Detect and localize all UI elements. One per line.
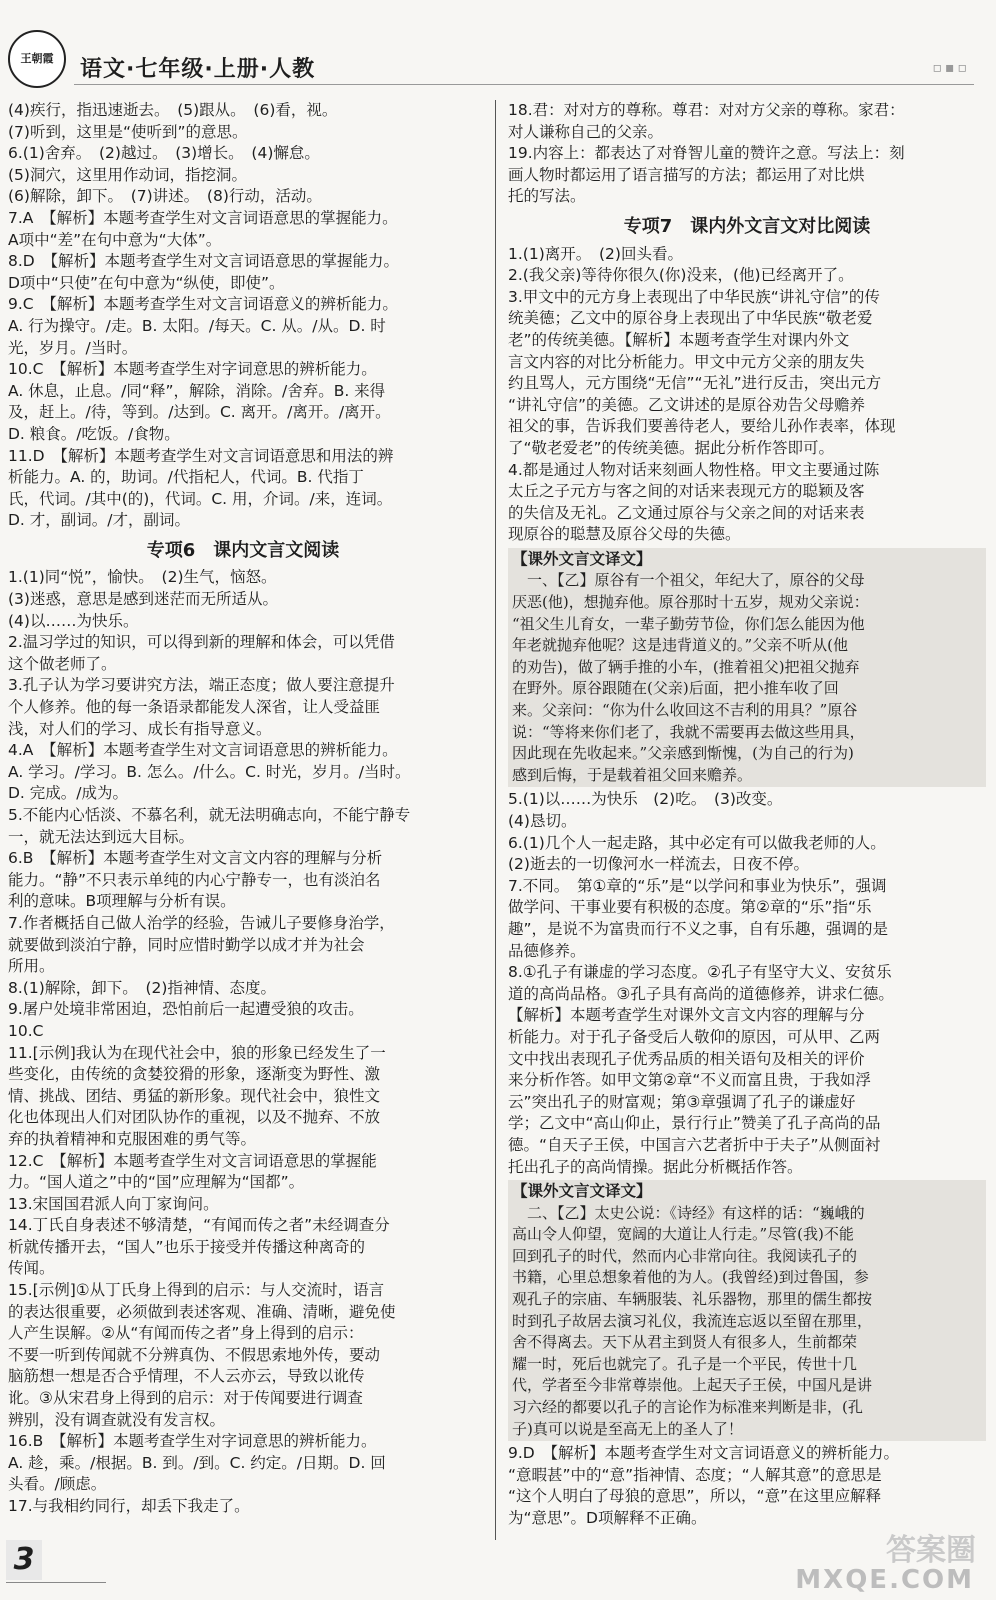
section-6-title: 专项6 课内文言文阅读 [146,539,340,561]
right-column [508,100,986,1530]
text-line: 一，就无法达到远大目标。 [8,827,195,846]
answers-block-top [8,100,478,532]
text-line: 化也体现出人们对团队协作的重视，以及不抛弃、不放 [8,1108,381,1127]
section-7-title: 专项7 课内外文言文对比阅读 [623,215,871,237]
footer-rule [6,1582,106,1583]
text-line: 10.C [8,1021,44,1040]
publisher-logo: 王朝霞 [8,30,66,88]
text-line: 德。“自天子王侯，中国言六艺者折中于夫子”从侧面衬 [508,1135,881,1154]
text-line: 5.(1)以……为快乐 (2)吃。 (3)改变。 [508,790,783,809]
text-line: 4.A 【解析】本题考查学生对文言词语意思的辨析能力。 [8,741,398,760]
text-line: 4.都是通过人物对话来刻画人物性格。甲文主要通过陈 [508,460,880,479]
text-line: 祖父的事，告诉我们要善待老人，要给儿孙作表率，体现 [508,417,896,436]
text-line: 8.①孔子有谦虚的学习态度。②孔子有坚守大义、安贫乐 [508,963,892,982]
translation-box-2-text [512,1203,982,1441]
text-line: 辨别，没有调查就没有发言权。 [8,1410,226,1429]
text-line: 舍不得离去。天下从君主到贤人有很多人，生前都荣 [512,1333,858,1352]
text-line: 3.孔子认为学习要讲究方法，端正态度；做人要注意提升 [8,676,395,695]
text-line: 力。“国人道之”中的“国”应理解为“国都”。 [8,1173,305,1192]
text-line: 说：“等将来你们老了，我就不需要再去做这些用具， [512,722,865,741]
text-line: (7)听到，这里是“使听到”的意思。 [8,122,248,141]
text-line: 9.屠户处境非常困迫，恐怕前后一起遭受狼的攻击。 [8,1000,364,1019]
text-line: 学；乙文中“高山仰止，景行行止”赞美了孔子高尚的品 [508,1114,881,1133]
text-line: 5.不能内心恬淡、不慕名利，就无法明确志向，不能宁静专 [8,806,411,824]
text-line: “意暇甚”中的“意”指神情、态度；“人解其意”的意思是 [508,1465,882,1484]
text-line: 不要一听到传闻就不分辨真伪、不假思索地外传，要动 [8,1345,381,1364]
text-line: “祖父生儿育女，一辈子勤劳节俭，你们怎么能因为他 [512,614,865,633]
text-line: 13.宋国国君派人向丁家询问。 [8,1194,219,1213]
text-line: 厌恶(他)，想抛弃他。原谷那时十五岁，规劝父亲说： [512,593,869,612]
text-line: 的失信及无礼。乙文通过原谷与父亲之间的对话来表 [508,503,865,522]
page-number: 3 [6,1540,42,1580]
text-line: 子)真可以说是至高无上的圣人了！ [512,1419,743,1438]
text-line: 8.D 【解析】本题考查学生对文言词语意思的掌握能力。 [8,252,399,271]
watermark-logo: 答案圈 [886,1533,976,1568]
text-line: 6.B 【解析】本题考查学生对文言文内容的理解与分析 [8,849,383,868]
text-line: 12.C 【解析】本题考查学生对文言词语意思的掌握能 [8,1151,377,1170]
text-line: 7.A 【解析】本题考查学生对文言词语意思的掌握能力。 [8,208,398,227]
text-line: 弃的执着精神和克服困难的勇气等。 [8,1129,257,1148]
text-line: “讲礼守信”的美德。乙文讲述的是原谷劝告父母赡养 [508,395,866,414]
text-line: (4)以……为快乐。 [8,611,139,630]
text-line: 云”突出孔子的财富观；第③章强调了孔子的谦虚好 [508,1092,856,1111]
text-line: 代，学者至今非常尊崇他。上起天子王侯，中国凡是讲 [512,1376,873,1395]
text-line: 析能力。A. 的，助词。/代指杞人，代词。B. 代指丁 [8,468,364,487]
text-line: 些变化，由传统的贪婪狡猾的形象，逐渐变为野性、激 [8,1065,381,1084]
text-line: 回到孔子的时代，然而内心非常向往。我阅读孔子的 [512,1246,858,1265]
text-line: 析就传播开去，“国人”也乐于接受并传播这种离奇的 [8,1237,366,1256]
text-line: 时到孔子故居去演习礼仪，我流连忘返以至留在那里， [512,1311,873,1330]
text-line: 1.(1)离开。 (2)回头看。 [508,244,683,263]
text-line: 9.D 【解析】本题考查学生对文言词语意义的辨析能力。 [508,1444,899,1463]
text-line: 的表达很重要，必须做到表述客观、准确、清晰，避免使 [8,1302,396,1321]
text-line: 习六经的都要以孔子的言论作为标准来判断是非，(孔 [512,1398,863,1417]
text-line: 18.君：对对方的尊称。尊君：对对方父亲的尊称。家君： [508,101,905,119]
translation-box-2-heading: 【课外文言文译文】 [512,1182,652,1201]
translation-box-2 [508,1180,986,1441]
text-line: (2)逝去的一切像河水一样流去，日夜不停。 [508,855,809,874]
text-line: 耀一时，死后也就完了。孔子是一个平民，传世十几 [512,1354,858,1373]
column-divider [495,100,496,1540]
text-line: 观孔子的宗庙、车辆服装、礼乐器物，那里的儒生都按 [512,1290,873,1309]
text-line: 3.甲文中的元方身上表现出了中华民族“讲礼守信”的传 [508,287,880,306]
text-line: A. 学习。/学习。B. 怎么。/什么。C. 时光，岁月。/当时。 [8,762,411,781]
header-decoration: ▫▪▫ [932,60,970,76]
text-line: 6.(1)几个人一起走路，其中必定有可以做我老师的人。 [508,833,886,852]
text-line: 做学问、干事业要有积极的态度。第②章的“乐”指“乐 [508,898,872,917]
text-line: 利的意味。B项理解与分析有误。 [8,892,236,911]
text-line: 这个做老师了。 [8,654,117,673]
text-line: 1.(1)同“悦”，愉快。 (2)生气，恼怒。 [8,568,277,587]
text-line: 书籍，心里总想象着他的为人。(我曾经)到过鲁国，参 [512,1268,869,1287]
text-line: 托出孔子的高尚情操。据此分析概括作答。 [508,1157,803,1176]
text-line: 一、【乙】原谷有一个祖父，年纪大了，原谷的父母 [512,571,865,590]
text-line: 7.不同。 第①章的“乐”是“以学问和事业为快乐”，强调 [508,876,887,895]
text-line: D. 才，副词。/才，副词。 [8,511,191,530]
text-line: 对人谦称自己的父亲。 [508,122,664,141]
answers-block-right-end [508,1443,986,1529]
text-line: 二、【乙】太史公说：《诗经》有这样的话：“巍峨的 [512,1203,865,1222]
text-line: (4)恳切。 [508,812,577,830]
text-line: 浅，对人们的学习、成长有指导意义。 [8,719,272,738]
text-line: D. 粮食。/吃饭。/食物。 [8,424,180,443]
text-line: 脑筋想一想是否合乎情理，不人云亦云，导致以讹传 [8,1367,365,1386]
text-line: 氏，代词。/其中(的)，代词。C. 用，介词。/来，连词。 [8,489,393,508]
header-rule [74,84,974,85]
text-line: 就要做到淡泊宁静，同时应惜时勤学以成才并为社会 [8,935,365,954]
text-line: 托的写法。 [508,187,586,206]
text-line: 所用。 [8,957,55,976]
text-line: D项中“只使”在句中意为“纵使，即使”。 [8,273,285,292]
text-line: 9.C 【解析】本题考查学生对文言词语意义的辨析能力。 [8,295,398,314]
text-line: 感到后悔，于是载着祖父回来赡养。 [512,765,753,784]
text-line: 画人物时都运用了语言描写的方法；都运用了对比烘 [508,165,865,184]
text-line: (3)迷惑，意思是感到迷茫而无所适从。 [8,590,278,609]
text-line: 的劝告)，做了辆手推的小车，(推着祖父)把祖父抛弃 [512,657,860,676]
text-line: 17.与我相约同行，却丢下我走了。 [8,1497,250,1515]
text-line: 【解析】本题考查学生对课外文言文内容的理解与分 [508,1006,865,1025]
text-line: (4)疾行，指迅速逝去。 (5)跟从。 (6)看，视。 [8,101,338,119]
text-line: 讹。③从宋君身上得到的启示：对于传闻要进行调查 [8,1389,363,1408]
text-line: 10.C 【解析】本题考查学生对字词意思的辨析能力。 [8,360,377,379]
book-title: 语文·七年级·上册·人教 [80,57,316,82]
text-line: A. 趁，乘。/根据。B. 到。/到。C. 约定。/日期。D. 回 [8,1453,386,1472]
text-line: 2.温习学过的知识，可以得到新的理解和体会，可以凭借 [8,633,395,652]
translation-box-1 [508,548,986,788]
text-line: (5)洞穴，这里用作动词，指挖洞。 [8,165,247,184]
text-line: 道的高尚品格。③孔子具有高尚的道德修养，讲求仁德。 [508,984,894,1003]
text-line: 能力。“静”不只表示单纯的内心宁静专一，也有淡泊名 [8,870,381,889]
text-line: 了“敬老爱老”的传统美德。据此分析作答即可。 [508,438,835,457]
text-line: 11.D 【解析】本题考查学生对文言词语意思和用法的辨 [8,446,394,465]
text-line: 15.[示例]①从丁氏身上得到的启示：与人交流时，语言 [8,1281,385,1300]
text-line: A. 休息，止息。/同“释”，解除，消除。/舍弃。B. 来得 [8,381,386,400]
text-line: 6.(1)舍弃。 (2)越过。 (3)增长。 (4)懈怠。 [8,144,320,163]
left-column [8,100,478,1518]
text-line: 来分析作答。如甲文第②章“不义而富且贵，于我如浮 [508,1071,871,1090]
text-line: 高山令人仰望，宽阔的大道让人行走。”尽管(我)不能 [512,1225,854,1244]
text-line: 情、挑战、团结、勇猛的新形象。现代社会中，狼性文 [8,1086,381,1105]
text-line: 约且骂人，元方围绕“无信”“无礼”进行反击，突出元方 [508,374,882,393]
text-line: 传闻。 [8,1259,55,1278]
text-line: 及，赶上。/待，等到。/达到。C. 离开。/离开。/离开。 [8,403,391,422]
text-line: 11.[示例]我认为在现代社会中，狼的形象已经发生了一 [8,1043,386,1062]
text-line: 因此现在先收起来。”父亲感到惭愧，(为自己的行为) [512,744,854,763]
text-line: 品德修养。 [508,941,586,960]
text-line: 7.作者概括自己做人治学的经验，告诫儿子要修身治学， [8,913,395,932]
text-line: 8.(1)解除，卸下。 (2)指神情、态度。 [8,978,276,997]
text-line: “这个人明白了母狼的意思”，所以，“意”在这里应解释 [508,1487,882,1506]
translation-box-1-heading: 【课外文言文译文】 [512,549,652,568]
answers-block-right-top [508,100,986,208]
text-line: 言文内容的对比分析能力。甲文中元方父亲的朋友失 [508,352,865,371]
text-line: 14.丁氏自身表述不够清楚，“有闻而传之者”未经调查分 [8,1216,390,1235]
page-header [0,0,996,92]
text-line: 析能力。对于孔子备受后人敬仰的原因，可从甲、乙两 [508,1027,881,1046]
watermark-url: MXQE.COM [795,1565,974,1595]
text-line: 文中找出表现孔子优秀品质的相关语句及相关的评价 [508,1049,865,1068]
answers-block-section7 [508,244,986,546]
answers-block-section6 [8,567,478,1517]
text-line: 现原谷的聪慧及原谷父母的失德。 [508,525,741,544]
text-line: A项中“差”在句中意为“大体”。 [8,230,222,249]
text-line: 19.内容上：都表达了对脊智儿童的赞许之意。写法上：刻 [508,144,905,163]
translation-box-1-text [512,570,982,786]
text-line: 年老就抛弃他呢？这是违背道义的。”父亲不听从(他 [512,636,849,655]
text-line: 趣”，是说不为富贵而行不义之事，自有乐趣，强调的是 [508,919,889,938]
text-line: 统美德；乙文中的原谷身上表现出了中华民族“敬老爱 [508,309,873,328]
text-line: 在野外。原谷跟随在(父亲)后面，把小推车收了回 [512,679,839,698]
text-line: A. 行为操守。/走。B. 太阳。/每天。C. 从。/从。D. 时 [8,316,386,335]
text-line: 为“意思”。D项解释不正确。 [508,1509,707,1527]
text-line: 个人修养。他的每一条语录都能发人深省，让人受益匪 [8,698,381,717]
text-line: 头看。/顾虑。 [8,1475,107,1494]
text-line: 2.(我父亲)等待你很久(你)没来，(他)已经离开了。 [508,266,854,285]
text-line: 太丘之子元方与客之间的对话来表现元方的聪颖及客 [508,482,865,501]
answers-block-right-low [508,789,986,1178]
text-line: 光，岁月。/当时。 [8,338,138,357]
text-line: 人产生误解。②从“有闻而传之者”身上得到的启示： [8,1324,364,1343]
text-line: 老”的传统美德。【解析】本题考查学生对课内外文 [508,330,850,349]
text-line: (6)解除，卸下。 (7)讲述。 (8)行动，活动。 [8,187,322,206]
text-line: 16.B 【解析】本题考查学生对字词意思的辨析能力。 [8,1432,377,1451]
text-line: D. 完成。/成为。 [8,784,129,803]
text-line: 来。父亲问：“你为什么收回这不吉利的用具？”原谷 [512,701,858,720]
